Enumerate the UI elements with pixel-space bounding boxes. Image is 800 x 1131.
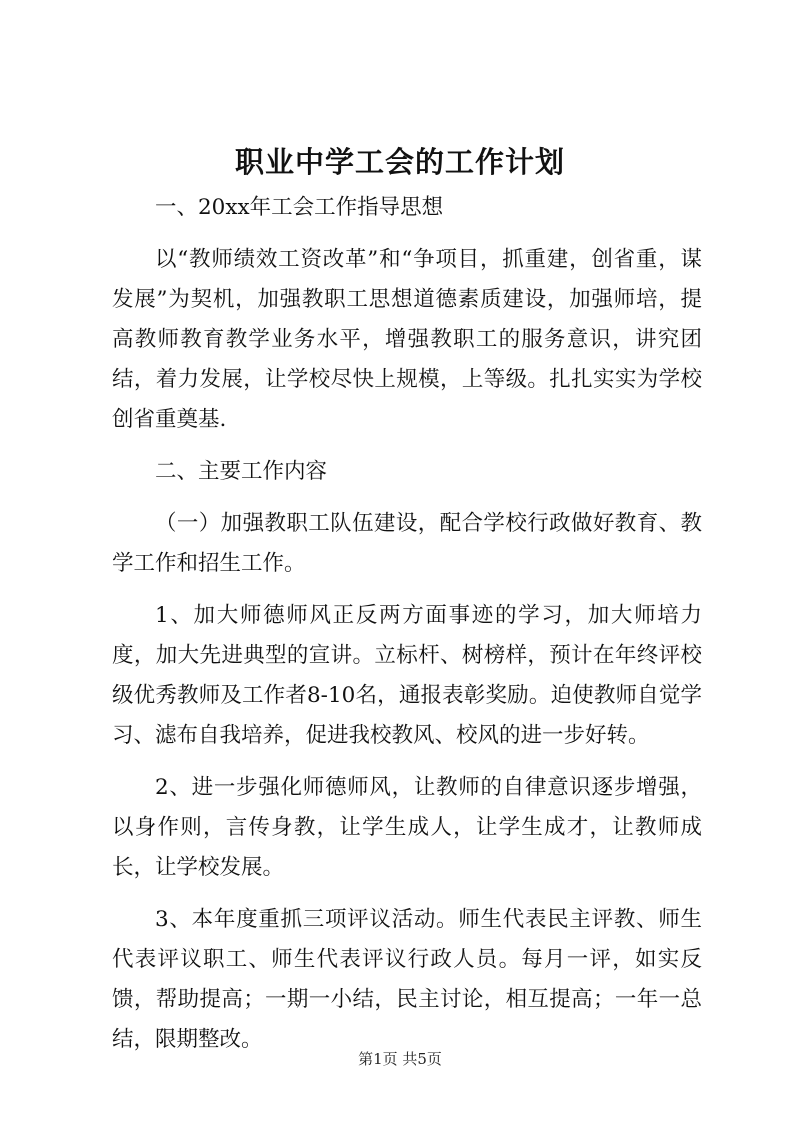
paragraph-item-3: 3、本年度重抓三项评议活动。师生代表民主评教、师生代表评议职工、师生代表评议行政人员。每月一评，如实反馈，帮助提高；一期一小结，民主讨论，相互提高；一年一总结，限期整改。: [112, 907, 702, 1052]
paragraph-item-1: 1、加大师德师风正反两方面事迹的学习，加大师培力度，加大先进典型的宣讲。立标杆、树榜样，预计在年终评校级优秀教师及工作者8-10名，通报表彰奖励。迫使教师自觉学习、滤布自我培养，促进我校教风、校风的进一步好转。: [112, 603, 702, 748]
document-title: 职业中学工会的工作计划: [234, 145, 565, 179]
section-heading-main-work: 二、主要工作内容: [155, 459, 328, 484]
section-heading-guiding-ideology: 一、20xx年工会工作指导思想: [155, 195, 444, 220]
document-body: [112, 188, 702, 1072]
paragraph-item-2: 2、进一步强化师德师风，让教师的自律意识逐步增强，以身作则，言传身教，让学生成人，让学生成才，让教师成长，让学校发展。: [112, 775, 702, 880]
subsection-heading-staff-building: （一）加强教职工队伍建设，配合学校行政做好教育、教学工作和招生工作。: [112, 511, 702, 576]
page-number-footer: 第1页 共5页: [358, 1050, 442, 1068]
paragraph-guiding-ideology: 以“教师绩效工资改革”和“争项目，抓重建，创省重，谋发展”为契机，加强教职工思想道德素质建设，加强师培，提高教师教育教学业务水平，增强教职工的服务意识，讲究团结，着力发展，让学校尽快上规模，上等级。扎扎实实为学校创省重奠基.: [112, 247, 702, 432]
